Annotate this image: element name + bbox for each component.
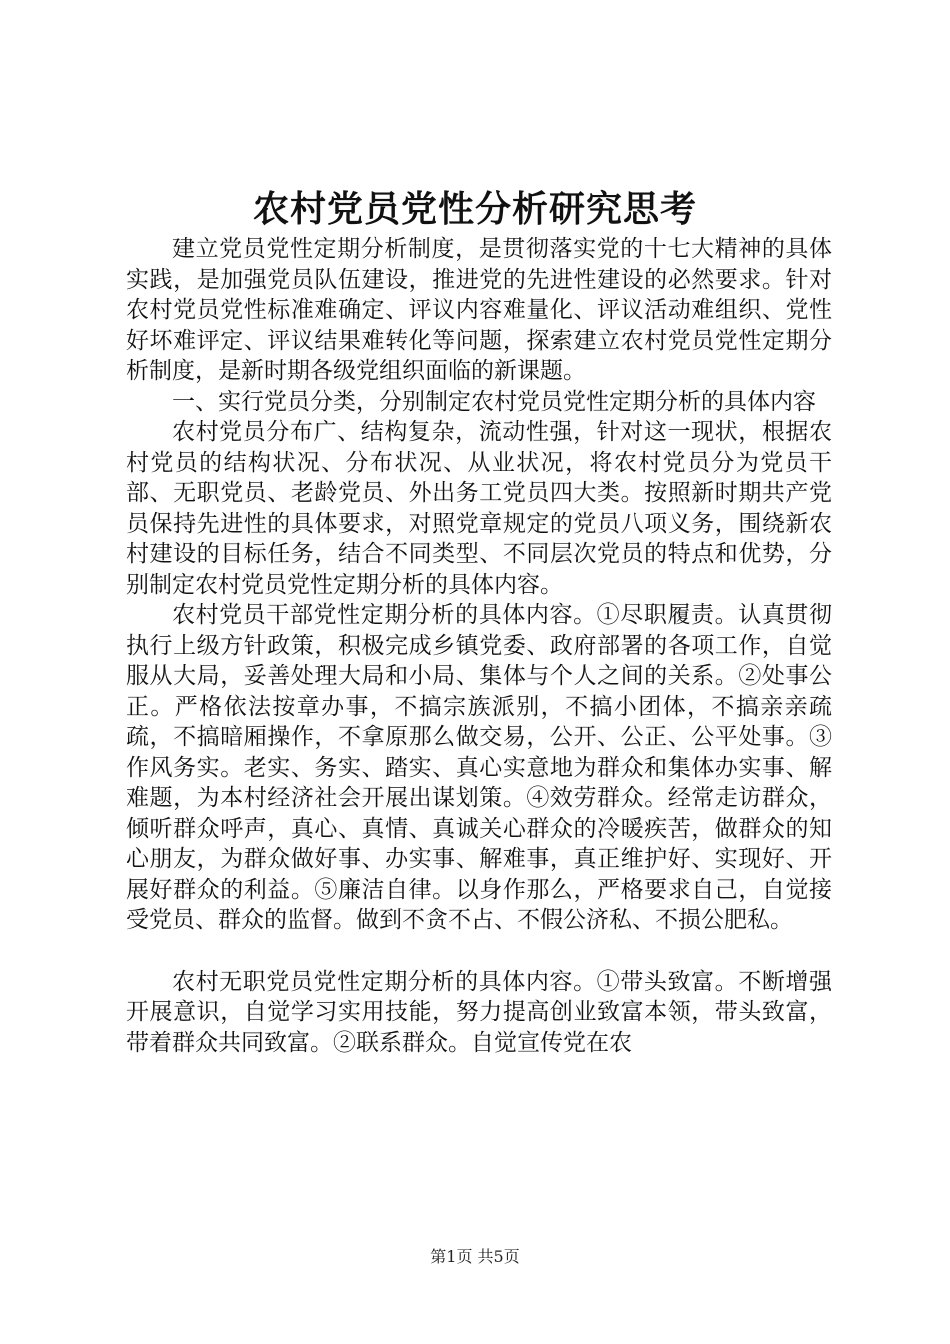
paragraph-non-post-content: 农村无职党员党性定期分析的具体内容。①带头致富。不断增强开展意识，自觉学习实用技能，努力提高创业致富本领，带头致富，带着群众共同致富。②联系群众。自觉宣传党在农 [126,968,832,1056]
page-title: 农村党员党性分析研究思考 [252,188,697,230]
page-number-footer: 第1页 共5页 [430,1247,520,1266]
document-body [126,234,832,1058]
paragraph-classification: 农村党员分布广、结构复杂，流动性强，针对这一现状，根据农村党员的结构状况、分布状况、从业状况，将农村党员分为党员干部、无职党员、老龄党员、外出务工党员四大类。按照新时期共产党员保持先进性的具体要求，对照党章规定的党员八项义务，围绕新农村建设的目标任务，结合不同类型、不同层次党员的特点和优势，分别制定农村党员党性定期分析的具体内容。 [126,419,832,598]
paragraph-cadre-content: 农村党员干部党性定期分析的具体内容。①尽职履责。认真贯彻执行上级方针政策，积极完成乡镇党委、政府部署的各项工作，自觉服从大局，妥善处理大局和小局、集体与个人之间的关系。②处事公正。严格依法按章办事，不搞宗族派别，不搞小团体，不搞亲亲疏疏，不搞暗厢操作，不拿原那么做交易，公开、公正、公平处事。③作风务实。老实、务实、踏实、真心实意地为群众和集体办实事、解难题，为本村经济社会开展出谋划策。④效劳群众。经常走访群众，倾听群众呼声，真心、真情、真诚关心群众的冷暖疾苦，做群众的知心朋友，为群众做好事、办实事、解难事，真正维护好、实现好、开展好群众的利益。⑤廉洁自律。以身作那么，严格要求自己，自觉接受党员、群众的监督。做到不贪不占、不假公济私、不损公肥私。 [126,602,832,933]
section-heading-1: 一、实行党员分类，分别制定农村党员党性定期分析的具体内容 [172,388,816,415]
paragraph-intro: 建立党员党性定期分析制度，是贯彻落实党的十七大精神的具体实践，是加强党员队伍建设，推进党的先进性建设的必然要求。针对农村党员党性标准难确定、评议内容难量化、评议活动难组织、党性好坏难评定、评议结果难转化等问题，探索建立农村党员党性定期分析制度，是新时期各级党组织面临的新课题。 [126,236,832,384]
